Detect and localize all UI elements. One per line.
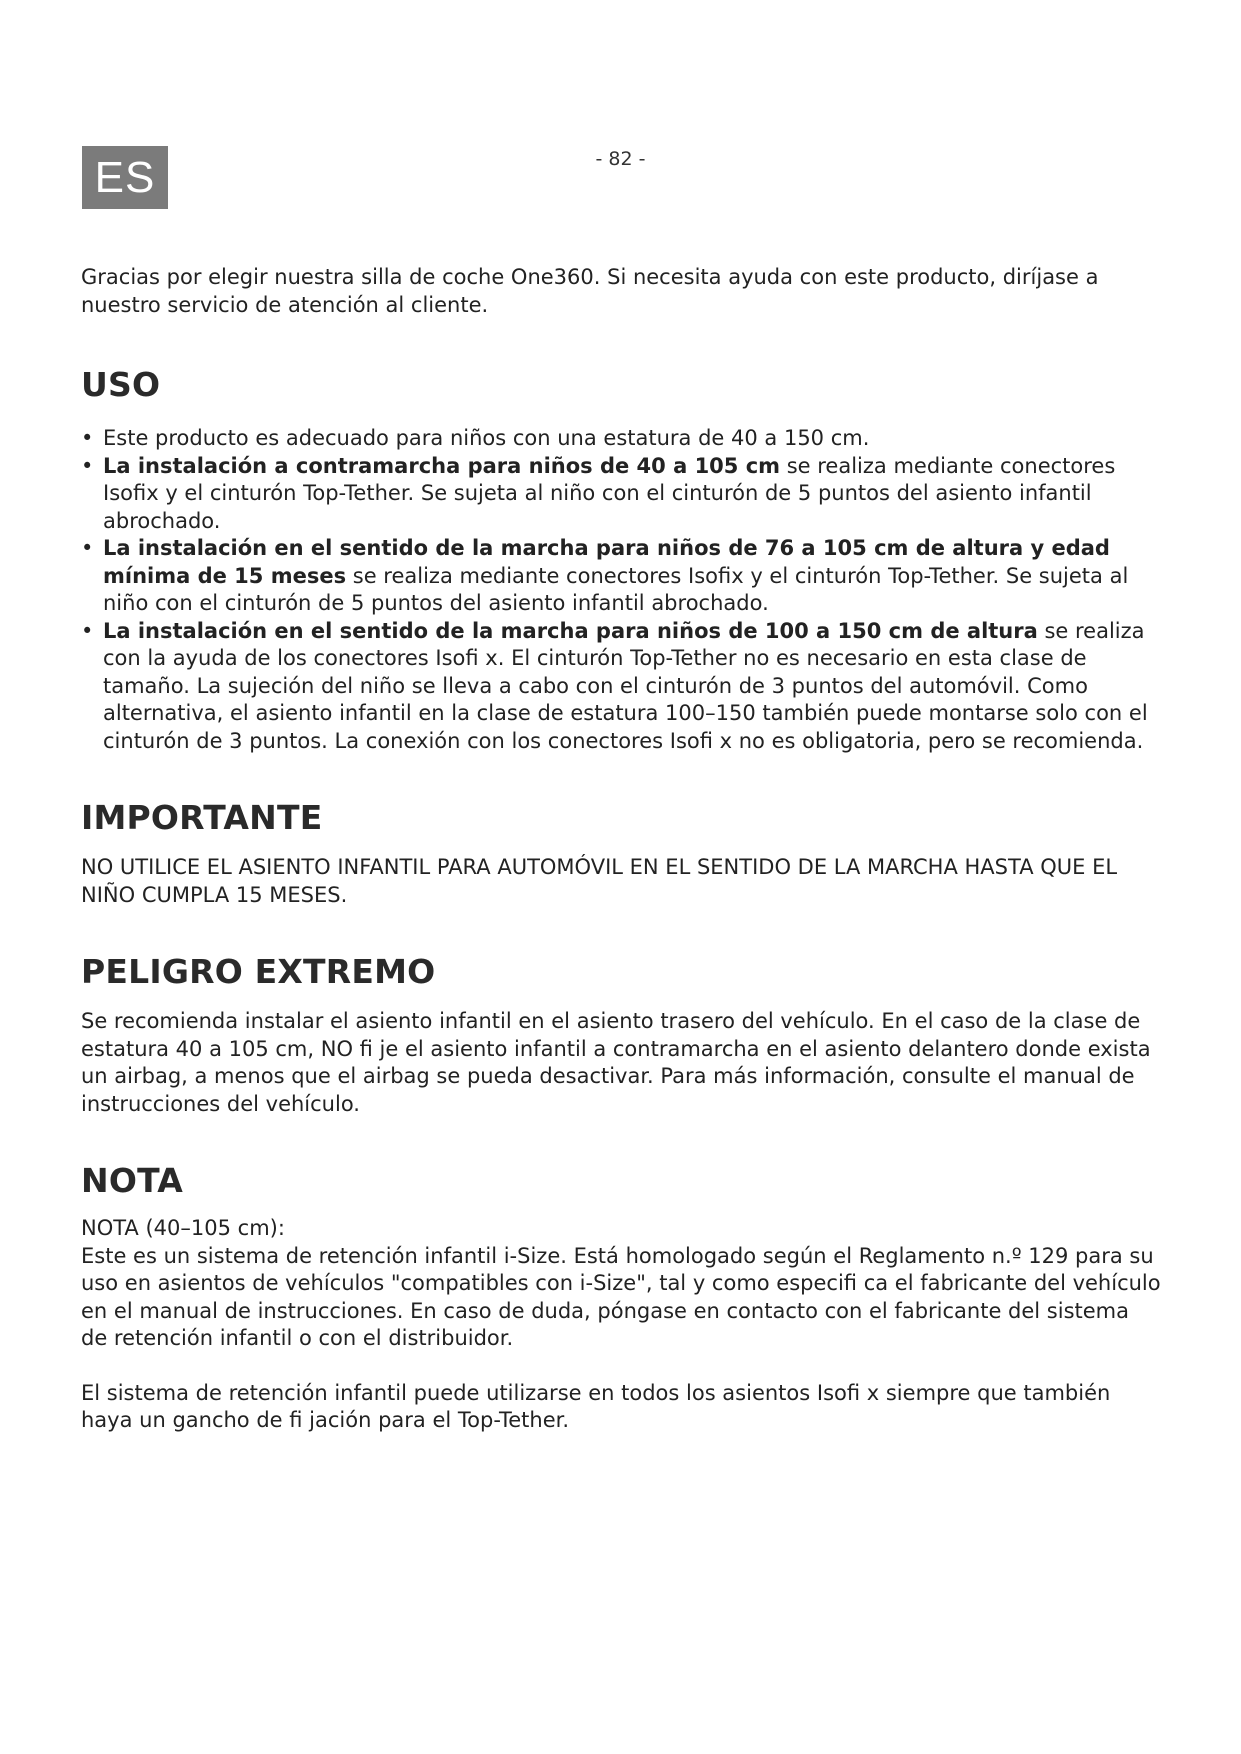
importante-text: NO UTILICE EL ASIENTO INFANTIL PARA AUTOMÓVIL EN EL SENTIDO DE LA MARCHA HASTA QUE EL NIÑO CUMPLA 15 MESES.	[81, 855, 1118, 907]
section-title-nota: NOTA	[81, 1161, 183, 1200]
bullet-icon: •	[81, 618, 94, 643]
nota-paragraph-2: El sistema de retención infantil puede utilizarse en todos los asientos Isofi x siempre que también haya un gancho de fi jación para el Top-Tether.	[81, 1380, 1111, 1432]
intro-paragraph: Gracias por elegir nuestra silla de coche One360. Si necesita ayuda con este producto, diríjase a nuestro servicio de atención al cliente.	[81, 265, 1099, 317]
list-item	[81, 535, 1161, 618]
bullet-icon: •	[81, 536, 94, 560]
list-item-text: se realiza con la ayuda de los conectores Isofi x. El cinturón Top-Tether no es necesario en esta clase de tamaño. La sujeción del niño se lleva a cabo con el cinturón de 3 puntos del automóvil. Como alternativa, el asiento infantil en la clase de estatura 100–150 también puede montarse solo con el cinturón de 3 puntos. La conexión con los conectores Isofi x no es obligatoria, pero se recomienda.	[103, 618, 1148, 753]
peligro-text: Se recomienda instalar el asiento infantil en el asiento trasero del vehículo. En el caso de la clase de estatura 40 a 105 cm, NO fi je el asiento infantil a contramarcha en el asiento delantero donde exista un airbag, a menos que el airbag se pueda desactivar. Para más información, consulte el manual de instrucciones del vehículo.	[81, 1009, 1151, 1116]
list-item-bold: La instalación en el sentido de la marcha para niños de 100 a 150 cm de altura	[103, 618, 1038, 643]
list-item-bold: La instalación a contramarcha para niños de 40 a 105 cm	[103, 453, 781, 478]
page-number: - 82 -	[595, 148, 646, 170]
section-title-peligro: PELIGRO EXTREMO	[81, 952, 436, 991]
nota-subtitle: NOTA (40–105 cm):	[81, 1216, 285, 1240]
nota-paragraph-1: Este es un sistema de retención infantil i-Size. Está homologado según el Reglamento n.º 129 para su uso en asientos de vehículos "compatibles con i-Size", tal y como especifi ca el fabricante del vehículo en el manual de instrucciones. En caso de duda, póngase en contacto con el fabricante del sistema de retención infantil o con el distribuidor.	[81, 1243, 1161, 1350]
language-badge: ES	[82, 146, 168, 209]
list-item	[81, 618, 1161, 756]
list-item-text: se realiza mediante conectores Isofix y el cinturón Top-Tether. Se sujeta al niño con el cinturón de 5 puntos del asiento infantil abrochado.	[103, 563, 1129, 615]
list-item	[81, 453, 1161, 536]
document-body	[81, 264, 1161, 1435]
section-title-importante: IMPORTANTE	[81, 798, 323, 837]
list-item-text: se realiza mediante conectores Isofix y el cinturón Top-Tether. Se sujeta al niño con el cinturón de 5 puntos del asiento infantil abrochado.	[103, 453, 1116, 533]
section-title-uso: USO	[81, 365, 161, 404]
bullet-icon: •	[81, 426, 94, 450]
bullet-icon: •	[81, 453, 94, 478]
uso-list	[81, 425, 1161, 755]
list-item	[81, 425, 1161, 453]
list-item-bold: La instalación en el sentido de la marcha para niños de 76 a 105 cm de altura y edad mínima de 15 meses	[103, 536, 1110, 588]
list-item-text: Este producto es adecuado para niños con una estatura de 40 a 150 cm.	[103, 426, 870, 450]
